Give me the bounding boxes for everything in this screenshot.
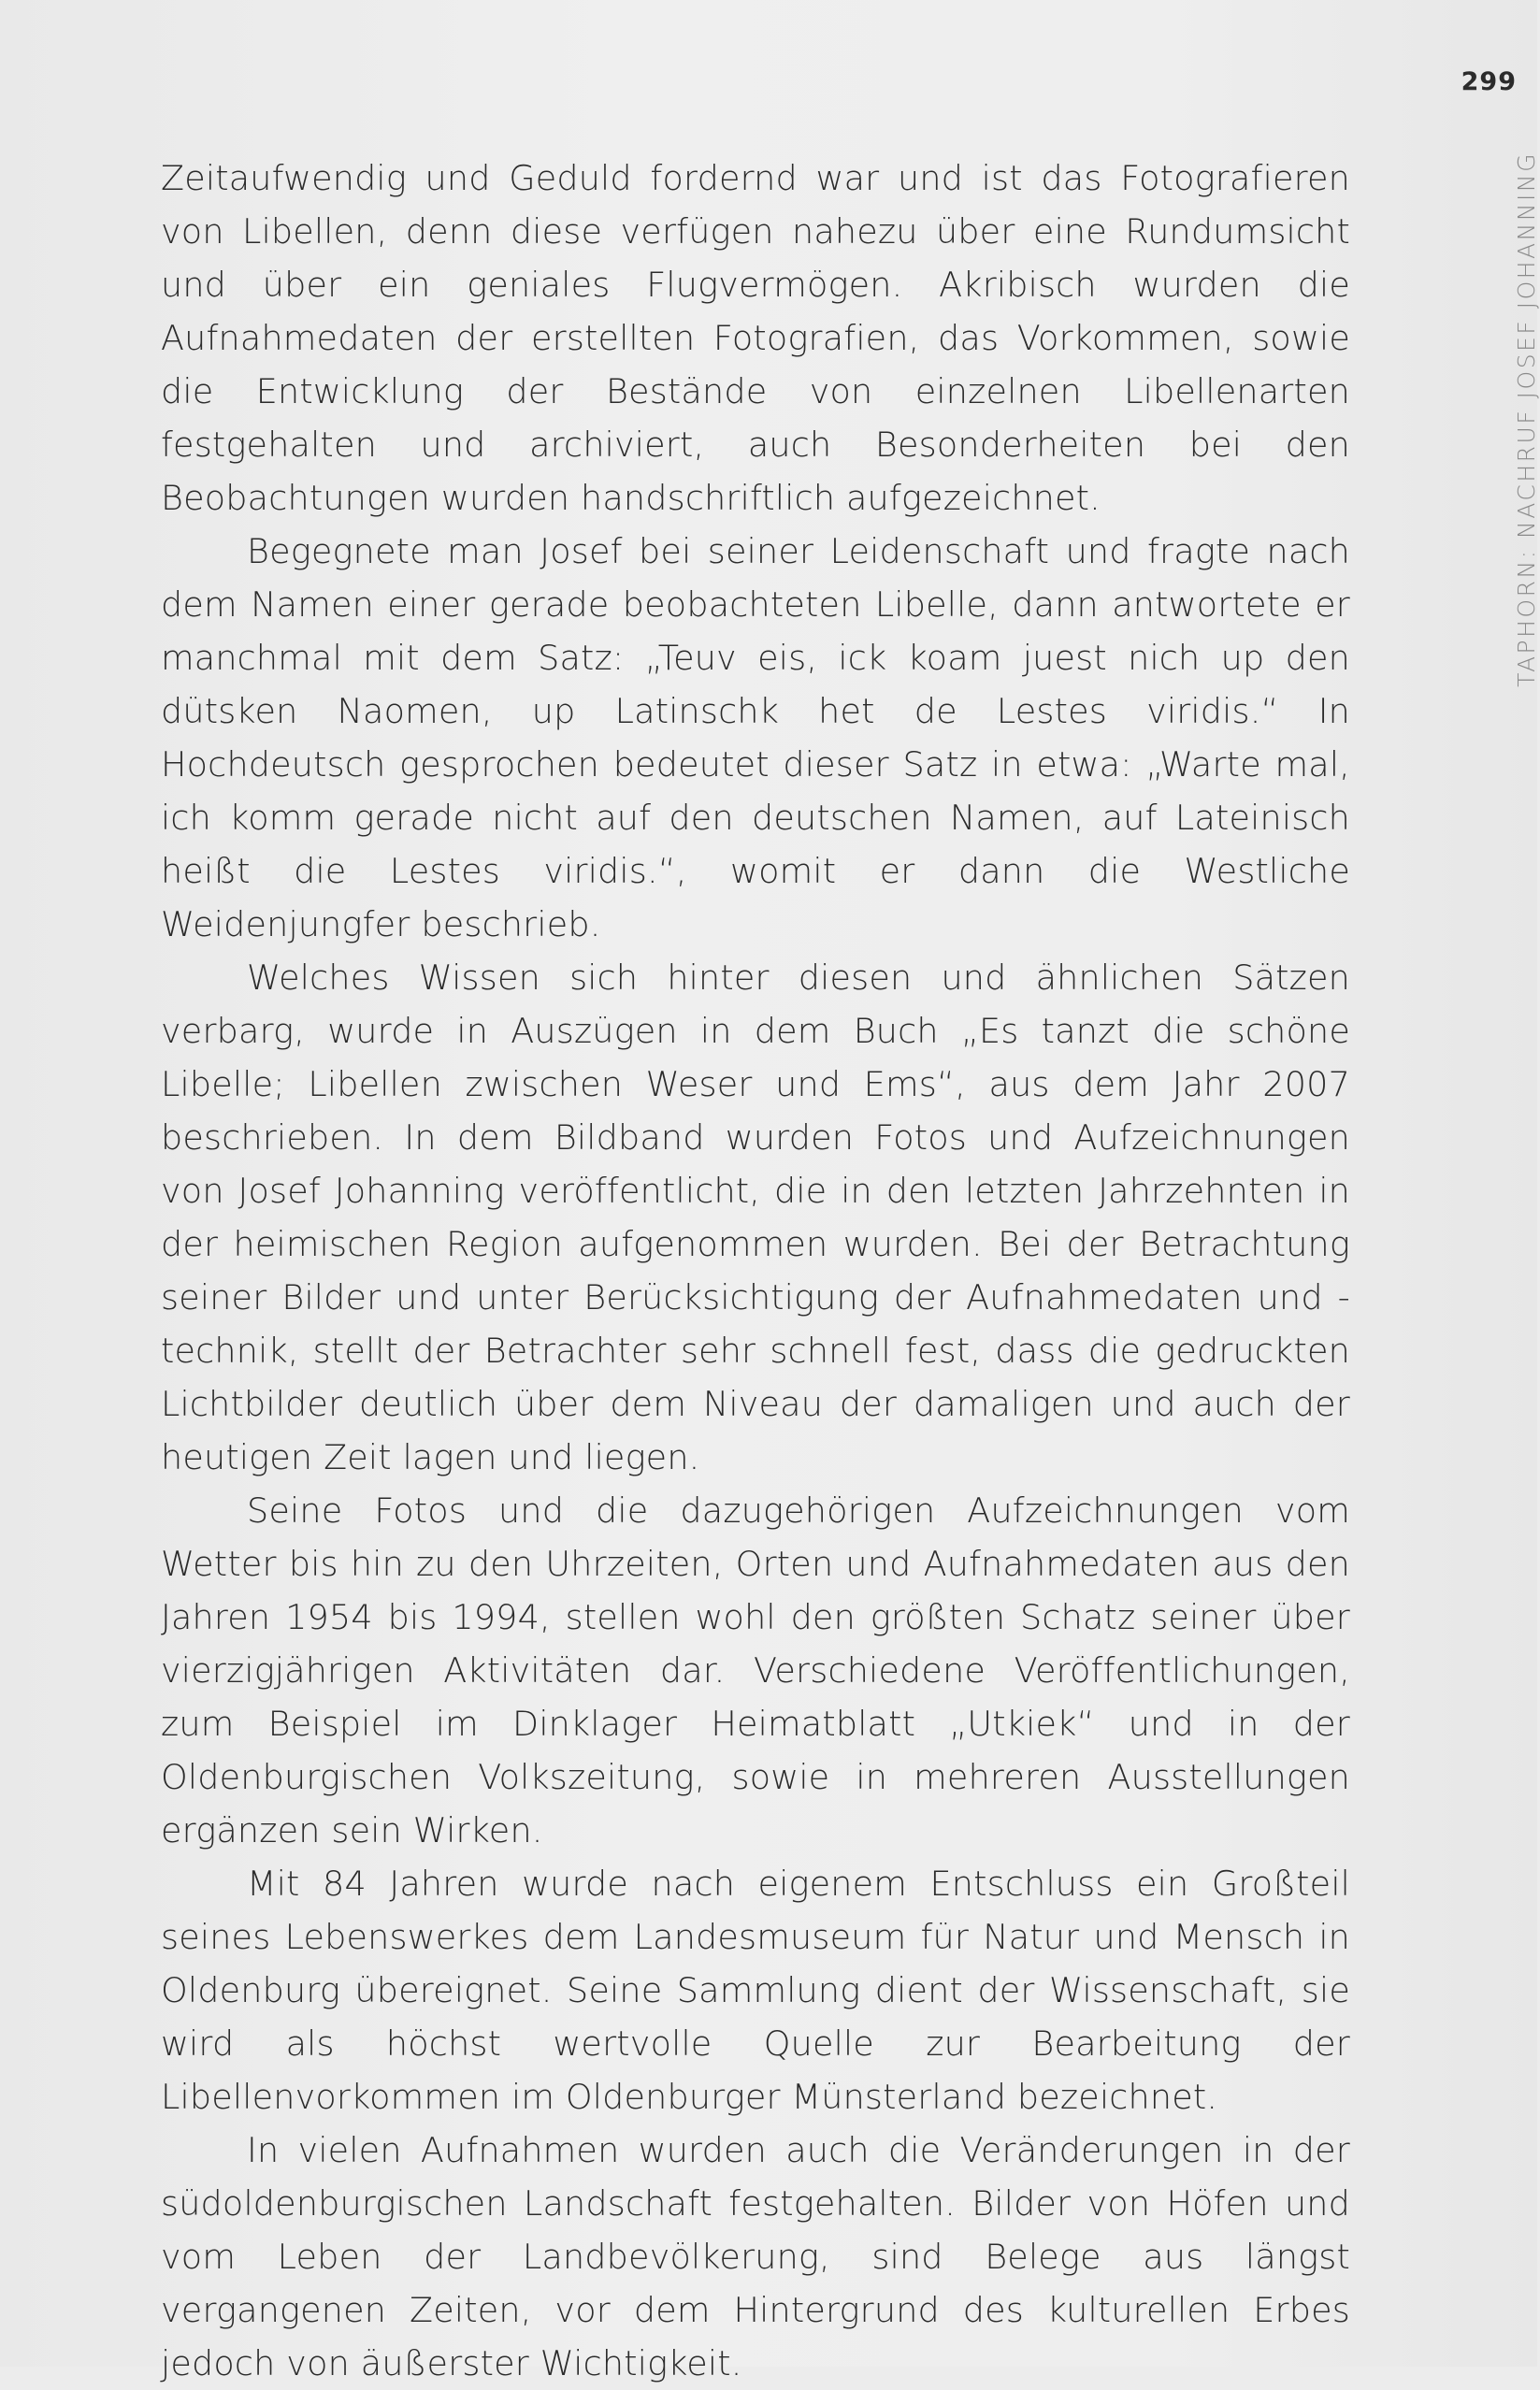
page-number: 299 [1461, 67, 1517, 96]
paragraph: Seine Fotos und die dazugehörigen Aufzeichnungen vom Wetter bis hin zu den Uhrzeiten, Orten und Aufnahmedaten aus den Jahren 1954 bis 1994, stellen wohl den größten Schatz seiner über vierzigjährigen Aktivitäten dar. Verschiedene Veröffentlichungen, zum Beispiel im Dinklager Heimatblatt „Utkiek“ und in der Oldenburgischen Volkszeitung, sowie in mehreren Ausstellungen ergänzen sein Wirken. [161, 1490, 1350, 1850]
paragraph: In vielen Aufnahmen wurden auch die Veränderungen in der südoldenburgischen Landschaft festgehalten. Bilder von Höfen und vom Leben der Landbevölkerung, sind Belege aus längst vergangenen Zeiten, vor dem Hintergrund des kulturellen Erbes jedoch von äußerster Wichtigkeit. [161, 2130, 1350, 2383]
running-head: TAPHORN: NACHRUF JOSEF JOHANNING [1513, 151, 1540, 687]
paragraph: Mit 84 Jahren wurde nach eigenem Entschluss ein Großteil seines Lebenswerkes dem Landesmuseum für Natur und Mensch in Oldenburg übereignet. Seine Sammlung dient der Wissenschaft, sie wird als höchst wertvolle Quelle zur Bearbeitung der Libellenvorkommen im Oldenburger Münsterland bezeichnet. [161, 1864, 1350, 2117]
body-text [161, 151, 1350, 2390]
paragraph: Welches Wissen sich hinter diesen und ähnlichen Sätzen verbarg, wurde in Auszügen in dem Buch „Es tanzt die schöne Libelle; Libellen zwischen Weser und Ems“, aus dem Jahr 2007 beschrieben. In dem Bildband wurden Fotos und Aufzeichnungen von Josef Johanning veröffentlicht, die in den letzten Jahrzehnten in der heimischen Region aufgenommen wurden. Bei der Betrachtung seiner Bilder und unter Berücksichtigung der Aufnahmedaten und -technik, stellt der Betrachter sehr schnell fest, dass die gedruckten Lichtbilder deutlich über dem Niveau der damaligen und auch der heutigen Zeit lagen und liegen. [161, 957, 1350, 1477]
paragraph: Begegnete man Josef bei seiner Leidenschaft und fragte nach dem Namen einer gerade beobachteten Libelle, dann antwortete er manchmal mit dem Satz: „Teuv eis, ick koam juest nich up den dütsken Naomen, up Latinschk het de Lestes viridis.“ In Hochdeutsch gesprochen bedeutet dieser Satz in etwa: „Warte mal, ich komm gerade nicht auf den deutschen Namen, auf Lateinisch heißt die Lestes viridis.“, womit er dann die Westliche Weidenjungfer beschrieb. [161, 531, 1350, 944]
paragraph: Zeitaufwendig und Geduld fordernd war und ist das Fotografieren von Libellen, denn diese verfügen nahezu über eine Rundumsicht und über ein geniales Flugvermögen. Akribisch wurden die Aufnahmedaten der erstellten Fotografien, das Vorkommen, sowie die Entwicklung der Bestände von einzelnen Libellenarten festgehalten und archiviert, auch Besonderheiten bei den Beobachtungen wurden handschriftlich aufgezeichnet. [161, 158, 1350, 518]
